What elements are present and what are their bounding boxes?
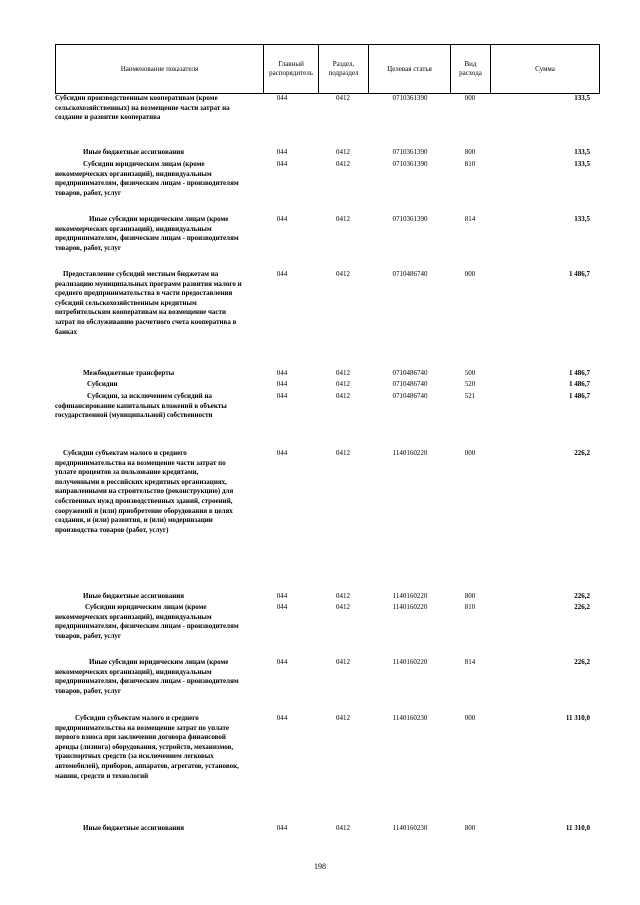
- row-article: 0710361390: [392, 160, 428, 168]
- row-name: Субсидии производственным кооперативам (кроме сельскохозяйственных) на возмещение части затрат на создание и развитие кооператива: [55, 94, 230, 122]
- row-article: 1140160220: [392, 449, 428, 457]
- row-vid: 800: [464, 824, 476, 832]
- row-section: 0412: [336, 215, 350, 223]
- row-ras: 044: [276, 603, 288, 611]
- row-name: Субсидии юридическим лицам (кроме некоммерческих организаций), индивидуальным предпринимателям, физическим лицам - производителям товаров, работ, услуг: [55, 603, 239, 640]
- row-name: Иные субсидии юридическим лицам (кроме некоммерческих организаций), индивидуальным предпринимателям, физическим лицам - производителям товаров, работ, услуг: [55, 658, 239, 695]
- row-section: 0412: [336, 94, 350, 102]
- row-sum: 133,5: [574, 160, 590, 168]
- row-section: 0412: [336, 160, 350, 168]
- table-header: [55, 44, 600, 94]
- row-sum: 1 486,7: [569, 380, 590, 388]
- row-article: 0710486740: [392, 392, 428, 400]
- row-name: Субсидии субъектам малого и среднего предпринимательства на возмещение затрат по уплате первого взноса при заключении договора финансовой аренды (лизинга) оборудования, устройств, механизмов, транспортных средств (за исключением легковых автомобилей), приборов, аппаратов, агрегатов, установок, машин, средств и технологий: [55, 714, 239, 780]
- row-vid: 810: [464, 160, 476, 168]
- row-article: 1140160220: [392, 658, 428, 666]
- row-sum: 11 310,0: [565, 714, 590, 722]
- row-sum: 1 486,7: [569, 392, 590, 400]
- row-name: Межбюджетные трансферты: [83, 369, 175, 377]
- row-section: 0412: [336, 658, 350, 666]
- row-ras: 044: [276, 380, 288, 388]
- row-section: 0412: [336, 380, 350, 388]
- row-vid: 520: [464, 380, 476, 388]
- row-vid: 000: [464, 94, 476, 102]
- row-name: Субсидии, за исключением субсидий на софинансирование капитальных вложений в объекты государственной (муниципальной) собственности: [55, 392, 227, 420]
- row-ras: 044: [276, 824, 288, 832]
- row-ras: 044: [276, 714, 288, 722]
- header-ras: Главный распорядитель: [263, 45, 318, 93]
- row-name: Субсидии субъектам малого и среднего предпринимательства на возмещение части затрат по уплате процентов за пользование кредитами, полученными в российских кредитных организациях, направленными на строительство (реконструкцию) для собственных нужд производственных зданий, строений, сооружений и (или) приобретение оборудования в целях создания, и (или) развития, и (или) модернизации производства товаров (работ, услуг): [55, 449, 234, 534]
- row-sum: 133,5: [574, 148, 590, 156]
- row-ras: 044: [276, 592, 288, 600]
- row-name: Иные бюджетные ассигнования: [83, 148, 185, 156]
- row-section: 0412: [336, 392, 350, 400]
- row-ras: 044: [276, 215, 288, 223]
- row-vid: 800: [464, 148, 476, 156]
- row-vid: 800: [464, 592, 476, 600]
- row-article: 0710486740: [392, 369, 428, 377]
- row-article: 0710486740: [392, 380, 428, 388]
- row-sum: 11 310,0: [565, 824, 590, 832]
- row-article: 1140160230: [392, 824, 428, 832]
- row-name: Субсидии: [87, 380, 118, 388]
- row-article: 0710361390: [392, 94, 428, 102]
- row-section: 0412: [336, 592, 350, 600]
- row-section: 0412: [336, 148, 350, 156]
- row-section: 0412: [336, 369, 350, 377]
- header-vid: Вид расхода: [450, 45, 490, 93]
- row-sum: 226,2: [574, 658, 590, 666]
- header-article: Целевая статья: [368, 45, 450, 93]
- row-section: 0412: [336, 824, 350, 832]
- page-number: 198: [314, 862, 326, 871]
- row-sum: 226,2: [574, 592, 590, 600]
- row-vid: 000: [464, 714, 476, 722]
- row-vid: 521: [464, 392, 476, 400]
- row-section: 0412: [336, 714, 350, 722]
- row-name: Иные бюджетные ассигнования: [83, 592, 185, 600]
- header-sum: Сумма: [490, 45, 599, 93]
- row-vid: 000: [464, 449, 476, 457]
- row-sum: 1 486,7: [569, 369, 590, 377]
- row-ras: 044: [276, 449, 288, 457]
- row-section: 0412: [336, 270, 350, 278]
- row-ras: 044: [276, 658, 288, 666]
- row-article: 1140160220: [392, 603, 428, 611]
- row-article: 0710361390: [392, 215, 428, 223]
- row-section: 0412: [336, 603, 350, 611]
- row-name: Субсидии юридическим лицам (кроме некоммерческих организаций), индивидуальным предпринимателям, физическим лицам - производителям товаров, работ, услуг: [55, 160, 239, 197]
- row-ras: 044: [276, 148, 288, 156]
- row-name: Предоставление субсидий местным бюджетам на реализацию муниципальных программ развития малого и среднего предпринимательства в части предоставления субсидий сельскохозяйственным кредитным потребительским кооперативам на возмещение части затрат по обслуживанию расчетного счета кооператива в банках: [55, 270, 242, 336]
- row-ras: 044: [276, 392, 288, 400]
- row-article: 0710486740: [392, 270, 428, 278]
- row-article: 1140160220: [392, 592, 428, 600]
- row-ras: 044: [276, 270, 288, 278]
- row-section: 0412: [336, 449, 350, 457]
- row-article: 0710361390: [392, 148, 428, 156]
- row-sum: 1 486,7: [569, 270, 590, 278]
- row-vid: 814: [464, 215, 476, 223]
- row-sum: 133,5: [574, 215, 590, 223]
- row-vid: 814: [464, 658, 476, 666]
- row-article: 1140160230: [392, 714, 428, 722]
- row-name: Иные субсидии юридическим лицам (кроме некоммерческих организаций), индивидуальным предпринимателям, физическим лицам - производителям товаров, работ, услуг: [55, 215, 239, 252]
- row-vid: 810: [464, 603, 476, 611]
- header-name: Наименование показателя: [120, 64, 199, 73]
- row-vid: 500: [464, 369, 476, 377]
- header-section: Раздел, подраздел: [318, 45, 368, 93]
- row-sum: 133,5: [574, 94, 590, 102]
- row-ras: 044: [276, 160, 288, 168]
- row-vid: 000: [464, 270, 476, 278]
- row-name: Иные бюджетные ассигнования: [83, 824, 185, 832]
- row-sum: 226,2: [574, 603, 590, 611]
- row-sum: 226,2: [574, 449, 590, 457]
- row-ras: 044: [276, 94, 288, 102]
- row-ras: 044: [276, 369, 288, 377]
